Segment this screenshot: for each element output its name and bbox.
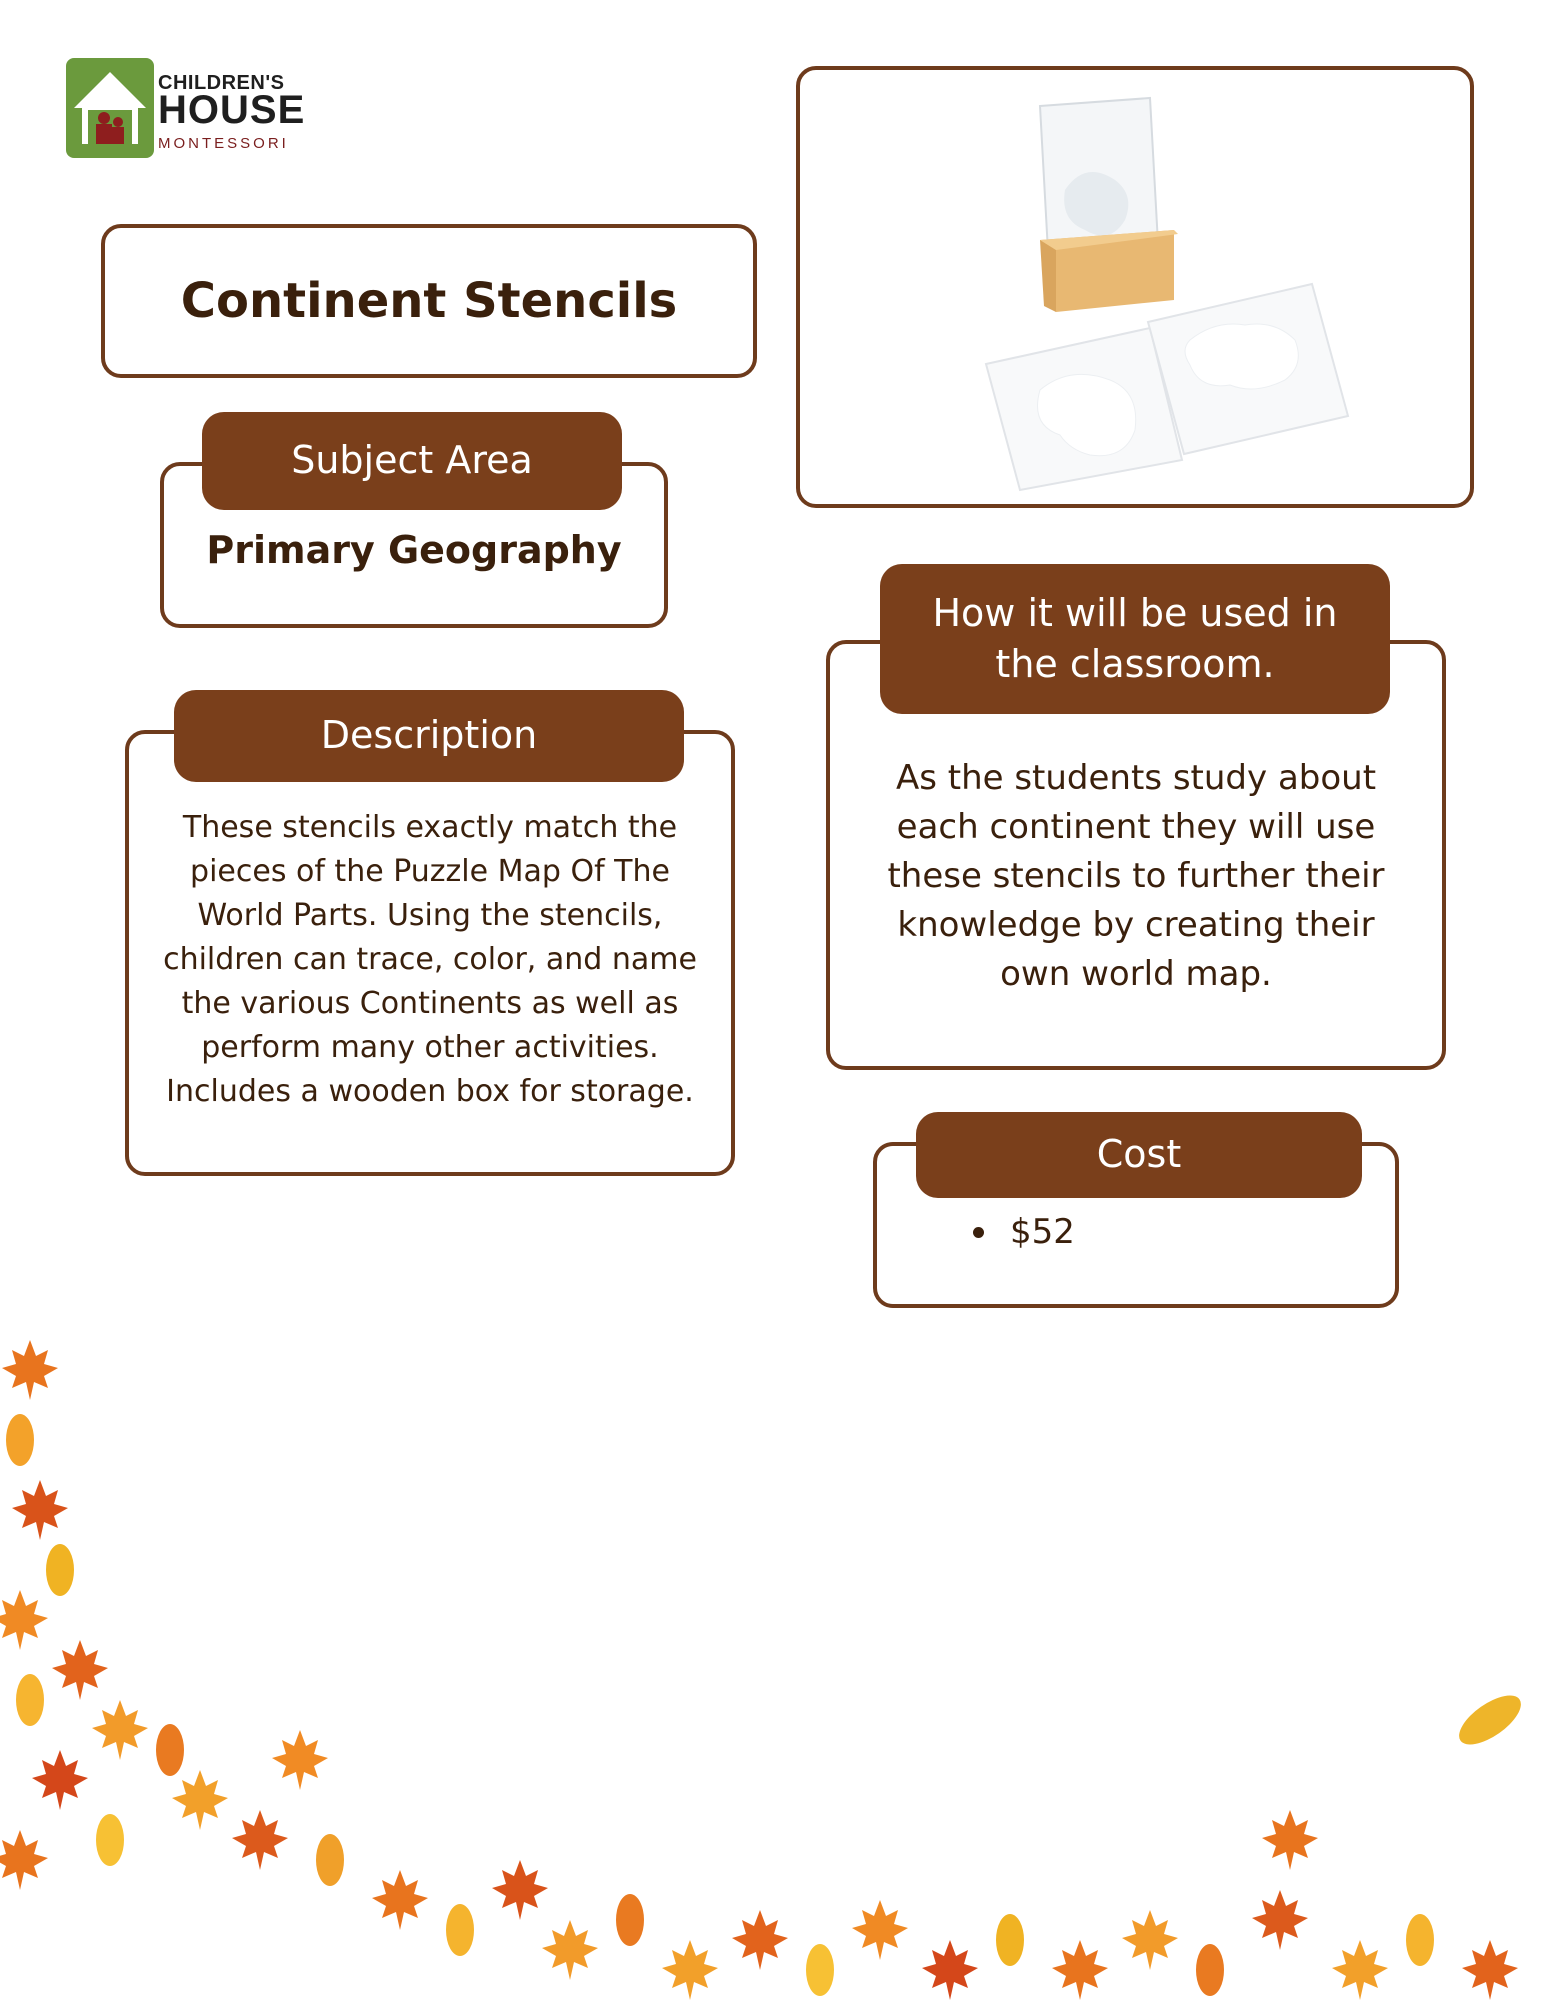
product-image [800,70,1470,504]
usage-header: How it will be used in the classroom. [880,564,1390,714]
logo-text-house: HOUSE [158,88,306,132]
logo-text-childrens: CHILDREN'S [158,72,285,94]
logo-text-montessori: MONTESSORI [158,135,289,152]
bullet-icon [973,1227,984,1238]
cost-list-item [973,1212,1075,1252]
description-header: Description [174,690,684,782]
subject-value: Primary Geography [206,528,622,572]
page-title: Continent Stencils [180,273,678,329]
subject-area-header: Subject Area [202,412,622,510]
autumn-leaves-decoration [0,1280,1545,2000]
cost-header: Cost [916,1112,1362,1198]
usage-text: As the students study about each continent they will use these stencils to further their knowledge by creating their own world map. [887,758,1385,994]
logo [66,58,306,158]
product-image-box [796,66,1474,508]
description-text: These stencils exactly match the pieces of the Puzzle Map Of The World Parts. Using the stencils, children can trace, color, and name the various Continents as well as perform many other activities. Includes a wooden box for storage. [163,810,697,1109]
cost-value: $52 [1010,1212,1075,1252]
description-box [125,730,735,1176]
house-logo-icon [66,58,154,158]
title-box [101,224,757,378]
